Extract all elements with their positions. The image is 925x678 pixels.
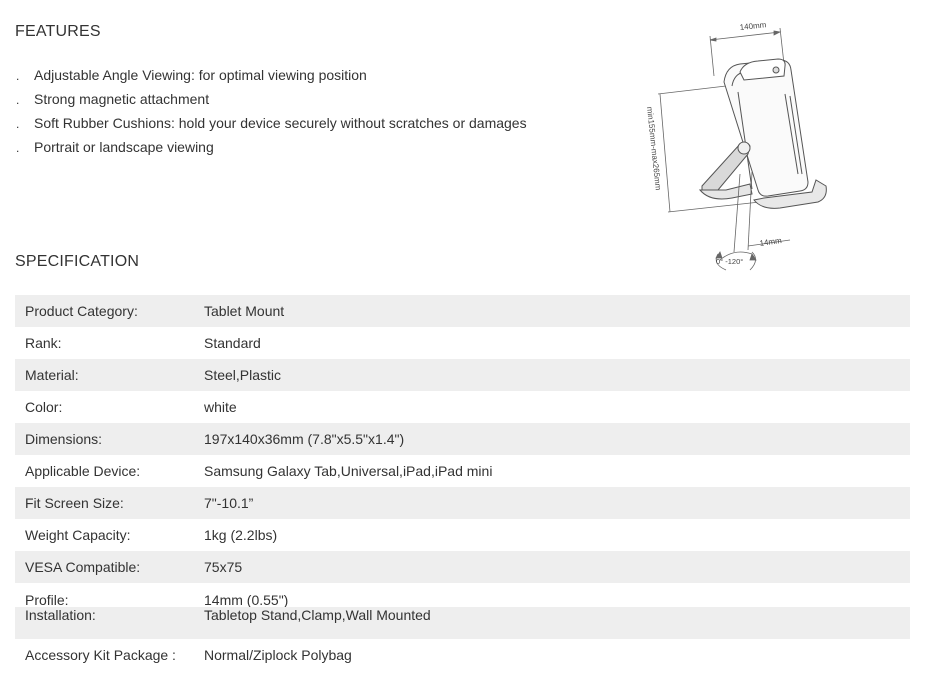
spec-value: 1kg (2.2lbs) [204,527,278,543]
spec-value: Steel,Plastic [204,367,282,383]
spec-value: Tablet Mount [204,303,285,319]
feature-item [15,138,527,162]
specification-heading: SPECIFICATION [15,253,140,270]
spec-key: Dimensions: [25,431,103,447]
spec-row [15,295,910,327]
spec-row [15,359,910,391]
spec-key: Rank: [25,335,62,351]
spec-value: Normal/Ziplock Polybag [204,647,352,663]
spec-value: 75x75 [204,559,243,575]
spec-value: 7"-10.1” [204,495,254,511]
spec-value: Samsung Galaxy Tab,Universal,iPad,iPad mini [204,463,493,479]
spec-row [15,423,910,455]
product-dimension-diagram [640,14,840,276]
spec-key: Applicable Device: [25,463,141,479]
spec-key: VESA Compatible: [25,559,141,575]
spec-value: white [204,399,237,415]
spec-value: Tabletop Stand,Clamp,Wall Mounted [204,607,431,623]
feature-text: Strong magnetic attachment [34,91,210,107]
spec-row [15,607,910,639]
tablet-plate [724,60,808,196]
feature-item [15,66,527,90]
spec-value: Standard [204,335,261,351]
feature-text: Portrait or landscape viewing [34,139,214,155]
spec-key: Color: [25,399,63,415]
features-heading: FEATURES [15,23,101,40]
angle-label: 0° -120° [716,257,744,266]
spec-key: Installation: [25,607,96,623]
width-label: 140mm [739,20,767,32]
height-label: min155mm-max265mm [645,106,663,191]
bullet-marker: . [16,93,20,107]
bullet-marker: . [16,141,20,155]
feature-item [15,90,527,114]
feature-text: Soft Rubber Cushions: hold your device securely without scratches or damages [34,115,527,131]
spec-value: 14mm (0.55") [204,592,289,607]
spec-key: Weight Capacity: [25,527,131,543]
feature-item [15,114,527,138]
stand-leg [700,142,752,199]
spec-value: 197x140x36mm (7.8"x5.5"x1.4") [204,431,405,447]
spec-row [15,487,910,519]
bullet-marker: . [16,117,20,131]
spec-key: Material: [25,367,79,383]
features-list [15,66,527,162]
feature-text: Adjustable Angle Viewing: for optimal viewing position [34,67,367,83]
spec-row [15,391,910,423]
spec-row [15,583,910,607]
spec-row [15,455,910,487]
bullet-marker: . [16,69,20,83]
spec-row [15,519,910,551]
spec-key: Accessory Kit Package : [25,647,176,663]
spec-key: Fit Screen Size: [25,495,124,511]
spec-key: Profile: [25,592,69,607]
specification-table [15,295,910,671]
top-clip [740,59,785,80]
spec-key: Product Category: [25,303,138,319]
spec-row [15,639,910,671]
depth-label: 14mm [759,235,783,248]
spec-row [15,551,910,583]
spec-row [15,327,910,359]
